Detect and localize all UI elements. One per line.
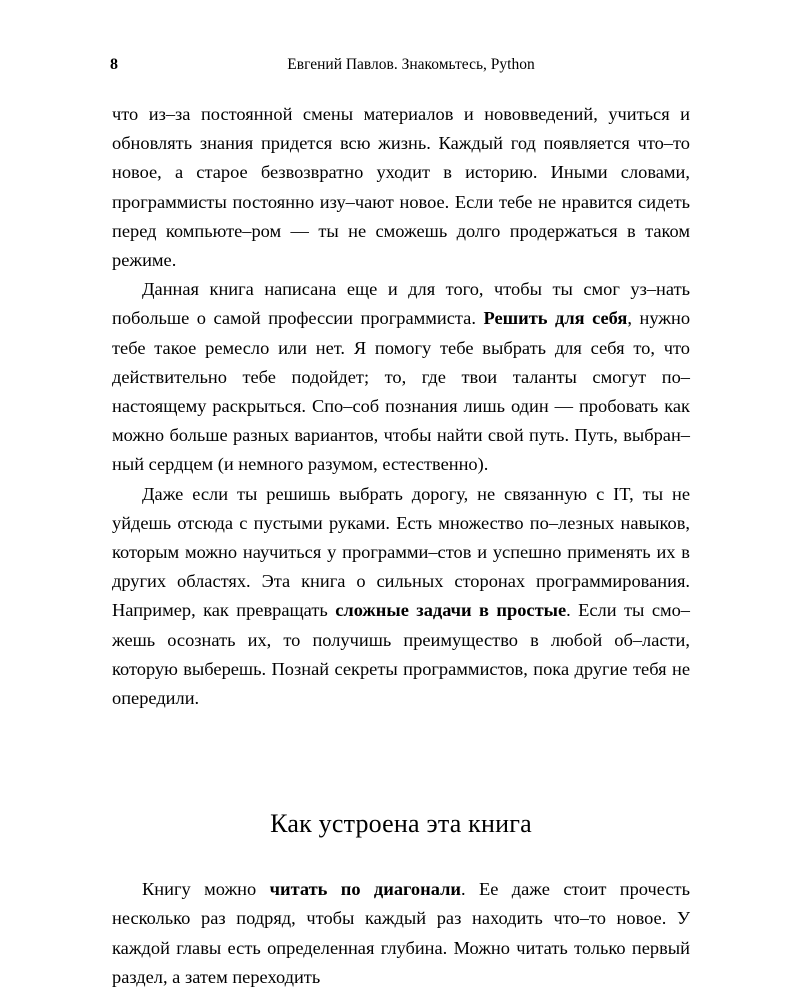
- paragraph-text-segment: . Если ты смо–жешь осознать их, то получишь преимущество в любой об–ласти, которую выберешь. Познай секреты программистов, пока другие тебя не опередили.: [112, 600, 691, 709]
- paragraph-text-segment: , нужно тебе такое ремесло или нет. Я помогу тебе выбрать для себя то, что действительно тебе подойдет; то, где твои таланты смогут по–настоящему раскрыться. Спо–соб познания лишь один — пробовать как можно больше разных вариантов, чтобы найти свой путь. Путь, выбран–ный сердцем (и немного разумом, естественно).: [112, 308, 691, 475]
- section-first-paragraph: [112, 875, 690, 992]
- heading-spacer: [112, 839, 690, 875]
- page-content: [112, 100, 690, 992]
- paragraph-text-segment: Книгу можно: [142, 879, 270, 900]
- paragraph-text-segment: Данная книга написана еще и для того, чтобы ты смог уз–нать побольше о самой профессии программиста.: [112, 279, 690, 329]
- running-head: [110, 56, 690, 74]
- paragraph-text-segment: . Ее даже стоит прочесть несколько раз подряд, чтобы каждый раз находить что–то новое. У каждой главы есть определенная глубина. Можно читать только первый раздел, а затем переходить: [112, 879, 690, 987]
- emphasis-read-diagonally: читать по диагонали: [269, 879, 461, 900]
- paragraph-text-segment: Даже если ты решишь выбрать дорогу, не связанную с IT, ты не уйдешь отсюда с пустыми руками. Есть множество по–лезных навыков, которым можно научиться у программи–стов и успешно применять их в других областях. Эта книга о сильных сторонах программирования. Например, как превращать: [112, 483, 690, 621]
- running-title: Евгений Павлов. Знакомьтесь, Python: [287, 56, 535, 73]
- emphasis-decide-for-yourself: Решить для себя: [483, 308, 628, 329]
- page-number: 8: [110, 56, 118, 73]
- section-spacer: [112, 713, 690, 809]
- section-heading: Как устроена эта книга: [270, 809, 532, 839]
- paragraph-skills: [112, 480, 690, 714]
- paragraph-about-profession: [112, 275, 690, 479]
- paragraph-continuation: что из–за постоянной смены материалов и нововведений, учиться и обновлять знания придется всю жизнь. Каждый год появляется что–то новое, а старое безвозвратно уходит в историю. Иными словами, программисты постоянно изу–чают новое. Если тебе не нравится сидеть перед компьюте–ром — ты не сможешь долго продержаться в таком режиме.: [112, 104, 690, 271]
- emphasis-complex-to-simple: сложные задачи в простые: [335, 600, 567, 621]
